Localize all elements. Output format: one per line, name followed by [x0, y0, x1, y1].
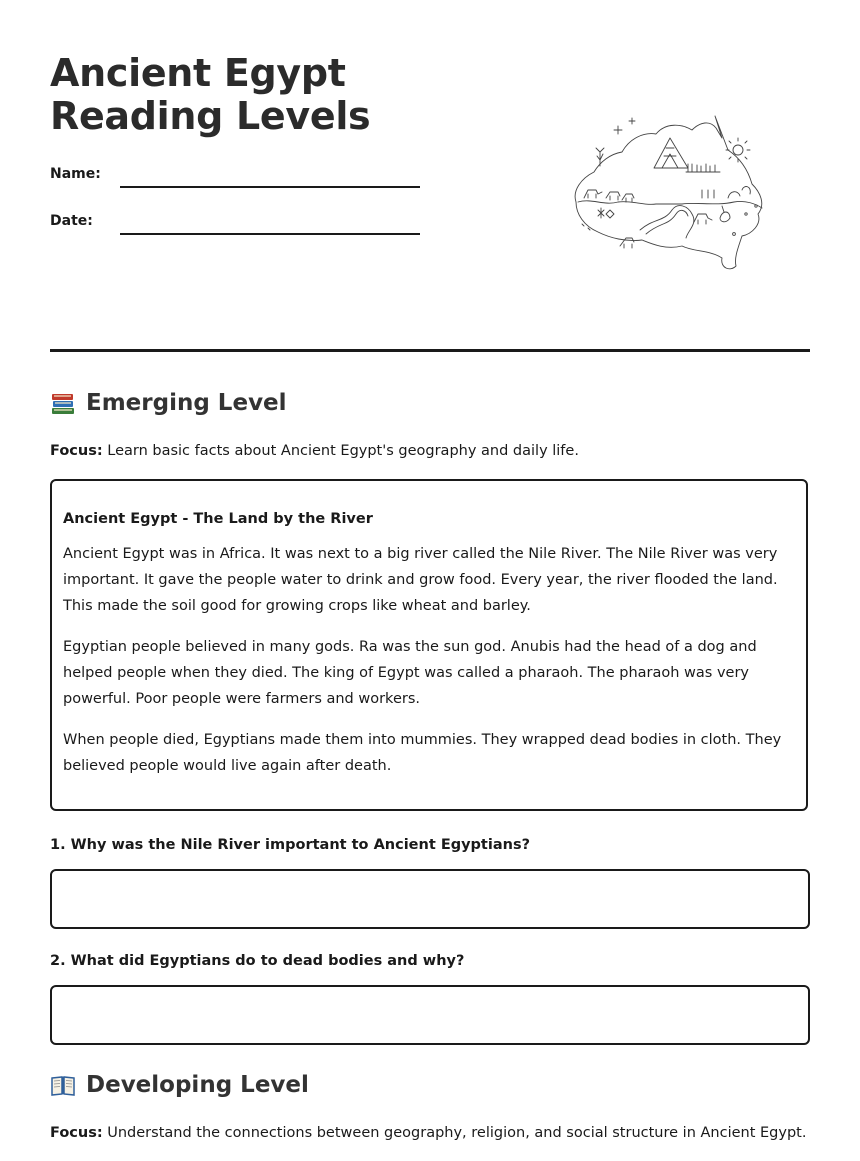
focus-label: Focus: — [50, 1125, 103, 1141]
reading-passage — [50, 479, 808, 811]
date-field — [50, 213, 430, 239]
books-icon — [50, 390, 76, 416]
emerging-level-heading — [50, 390, 287, 416]
open-book-icon — [50, 1072, 76, 1098]
page-title: Ancient Egypt Reading Levels — [50, 51, 371, 138]
answer-box-2[interactable] — [50, 985, 810, 1045]
name-field — [50, 166, 430, 192]
name-label: Name: — [50, 166, 101, 182]
emerging-focus — [50, 441, 579, 461]
passage-paragraph: When people died, Egyptians made them into mummies. They wrapped dead bodies in cloth. They believed people would live again after death. — [63, 732, 782, 774]
focus-text: Understand the connections between geography, religion, and social structure in Ancient Egypt. — [107, 1125, 807, 1141]
passage-paragraph: Ancient Egypt was in Africa. It was next to a big river called the Nile River. The Nile River was very important. It gave the people water to drink and grow food. Every year, the river flooded the land. This made the soil good for growing crops like wheat and barley. — [63, 546, 778, 614]
question-2: 2. What did Egyptians do to dead bodies and why? — [50, 953, 465, 969]
focus-label: Focus: — [50, 443, 103, 459]
date-line[interactable] — [120, 233, 420, 235]
date-label: Date: — [50, 213, 93, 229]
answer-box-1[interactable] — [50, 869, 810, 929]
nile-map-illustration — [570, 110, 790, 275]
developing-focus — [50, 1123, 806, 1143]
name-line[interactable] — [120, 186, 420, 188]
passage-paragraph: Egyptian people believed in many gods. Ra was the sun god. Anubis had the head of a dog and helped people when they died. The king of Egypt was called a pharaoh. The pharaoh was very powerful. Poor people were farmers and workers. — [63, 639, 757, 707]
developing-level-title: Developing Level — [86, 1072, 309, 1098]
question-1: 1. Why was the Nile River important to Ancient Egyptians? — [50, 837, 530, 853]
passage-title: Ancient Egypt - The Land by the River — [63, 511, 373, 527]
focus-text: Learn basic facts about Ancient Egypt's geography and daily life. — [107, 443, 579, 459]
emerging-level-title: Emerging Level — [86, 390, 287, 416]
developing-level-heading — [50, 1072, 309, 1098]
section-divider — [50, 349, 810, 352]
